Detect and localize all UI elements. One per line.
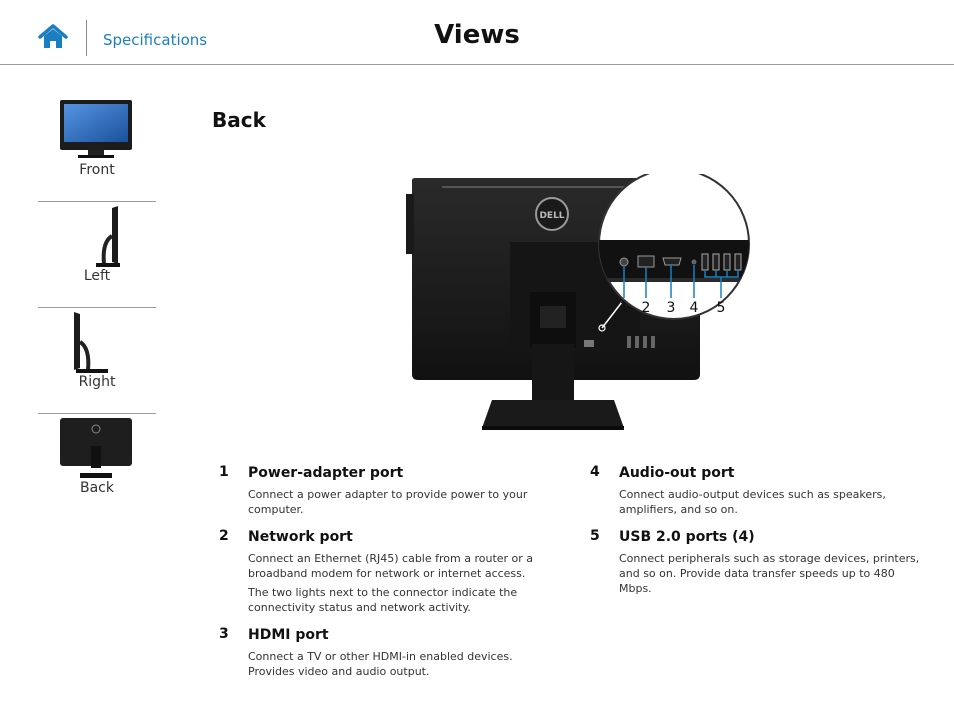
list-item: [219, 626, 549, 679]
callout-number: 3: [666, 300, 676, 316]
item-title: USB 2.0 ports (4): [619, 529, 755, 545]
section-title: Back: [212, 108, 266, 132]
list-item: [590, 464, 920, 517]
callout-number: 2: [641, 300, 651, 316]
thumbnail-label: Left: [83, 268, 111, 284]
callout-number: 4: [689, 300, 699, 316]
item-number: 1: [219, 464, 229, 480]
item-title: Power-adapter port: [248, 465, 404, 481]
page-title: Views: [434, 20, 520, 50]
item-number: 3: [219, 626, 229, 642]
item-description: Connect a TV or other HDMI-in enabled devices. Provides video and audio output.: [248, 650, 513, 678]
item-number: 4: [590, 464, 600, 480]
list-item: [219, 464, 549, 517]
port-list-left: [219, 464, 549, 690]
item-number: 2: [219, 528, 229, 544]
dell-logo: DELL: [539, 211, 565, 221]
left-view-image: [58, 206, 134, 268]
computer-back-illustration: [402, 174, 752, 436]
breadcrumb-specifications[interactable]: Specifications: [103, 31, 208, 49]
thumbnail-label: Front: [79, 162, 115, 178]
item-description: Connect an Ethernet (RJ45) cable from a router or a broadband modem for network or internet access.: [248, 552, 534, 580]
item-title: HDMI port: [248, 627, 329, 643]
front-view-image: [58, 100, 134, 160]
callout-number: 5: [716, 300, 726, 316]
thumbnail-right[interactable]: [38, 308, 156, 414]
thumbnail-label: Back: [80, 480, 114, 496]
item-number: 5: [590, 528, 600, 544]
view-thumbnails: [38, 96, 156, 519]
item-title: Audio-out port: [619, 465, 735, 481]
port-list-right: [590, 464, 920, 607]
header: [0, 0, 954, 65]
right-view-image: [58, 312, 134, 374]
thumbnail-back[interactable]: [38, 414, 156, 519]
item-description: Connect audio-output devices such as speakers, amplifiers, and so on.: [619, 488, 886, 516]
thumbnail-left[interactable]: [38, 202, 156, 308]
item-title: Network port: [248, 529, 353, 545]
thumbnail-front[interactable]: [38, 96, 156, 202]
list-item: [590, 528, 920, 596]
back-view-image: [58, 418, 134, 480]
callout-number: 1: [619, 300, 629, 316]
back-view-figure: [402, 174, 752, 440]
item-description-extra: The two lights next to the connector indicate the connectivity status and network activity.: [248, 586, 518, 614]
thumbnail-label: Right: [78, 374, 116, 390]
item-description: Connect a power adapter to provide power to your computer.: [248, 488, 528, 516]
item-description: Connect peripherals such as storage devices, printers, and so on. Provide data transfer speeds up to 480 Mbps.: [619, 552, 920, 595]
list-item: [219, 528, 549, 615]
